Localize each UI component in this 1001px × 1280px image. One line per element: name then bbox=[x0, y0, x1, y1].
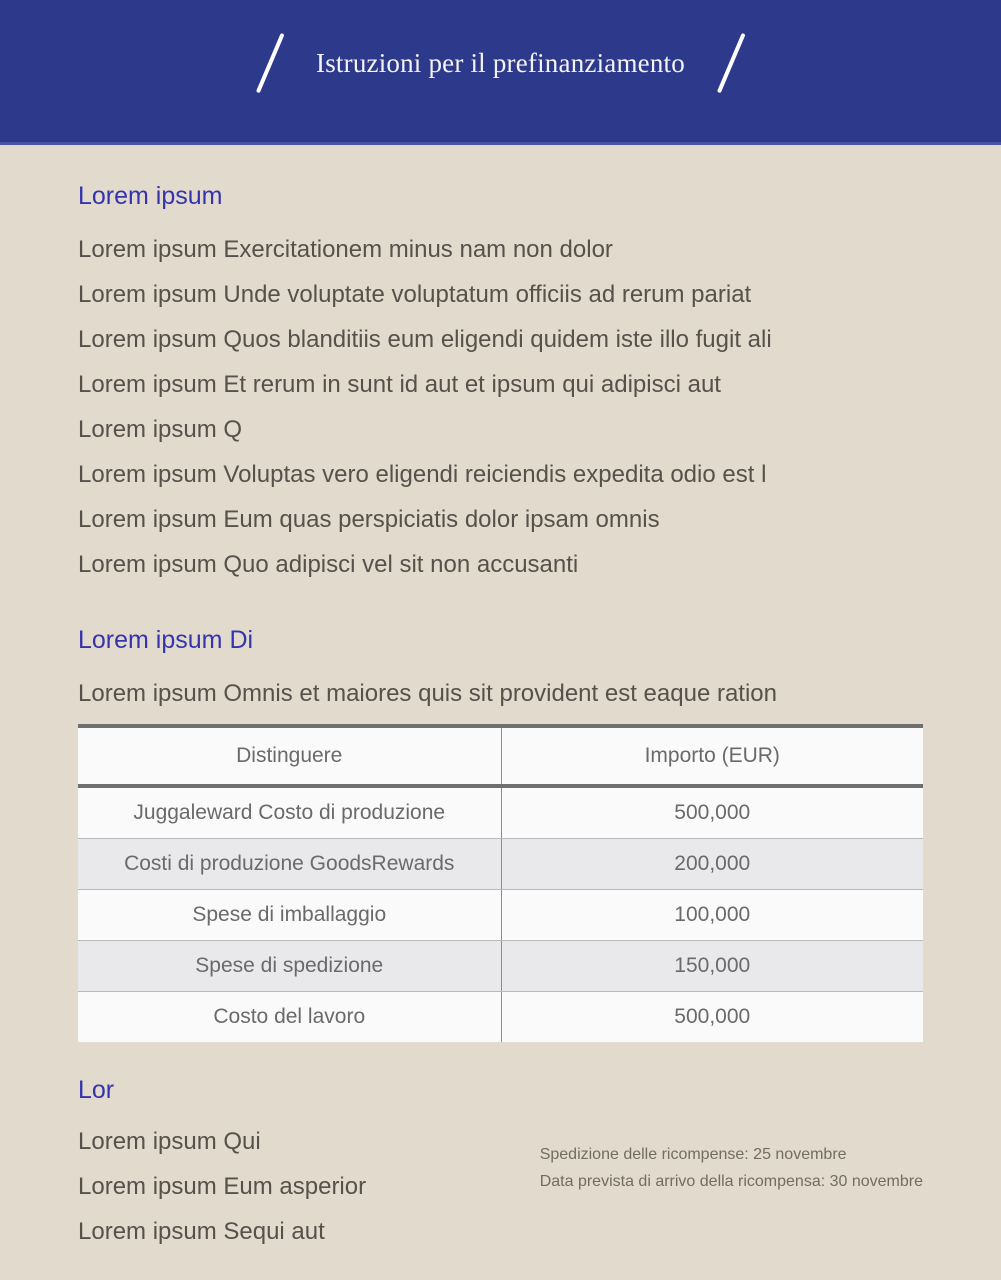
section-second-heading: Lorem ipsum Di bbox=[78, 626, 254, 654]
section-second bbox=[78, 625, 923, 716]
section-third-line-3: Lorem ipsum Sequi aut bbox=[78, 1218, 325, 1245]
table-row bbox=[78, 941, 923, 992]
table-cell-amount: 200,000 bbox=[501, 839, 923, 890]
section-first-line-2: Lorem ipsum Unde voluptate voluptatum officiis ad rerum pariat bbox=[78, 281, 752, 308]
section-third-heading: Lor bbox=[78, 1076, 115, 1104]
page-content bbox=[0, 145, 1001, 1254]
cost-table bbox=[78, 728, 923, 1043]
table-cell-label: Spese di imballaggio bbox=[78, 890, 501, 941]
table-header-row bbox=[78, 728, 923, 786]
page-title: Istruzioni per il prefinanziamento bbox=[316, 47, 685, 78]
table-cell-label: Spese di spedizione bbox=[78, 941, 501, 992]
section-first-line-4: Lorem ipsum Et rerum in sunt id aut et ipsum qui adipisci aut bbox=[78, 371, 721, 398]
table-cell-amount: 500,000 bbox=[501, 992, 923, 1043]
section-first bbox=[78, 181, 923, 587]
table-row bbox=[78, 890, 923, 941]
table-column-header-category: Distinguere bbox=[78, 728, 501, 786]
header-title-group bbox=[250, 31, 751, 95]
section-first-line-1: Lorem ipsum Exercitationem minus nam non dolor bbox=[78, 236, 613, 263]
shipping-notes bbox=[540, 1141, 923, 1195]
cost-table-wrapper bbox=[78, 724, 923, 1043]
section-first-line-8: Lorem ipsum Quo adipisci vel sit non accusanti bbox=[78, 551, 579, 578]
section-first-line-7: Lorem ipsum Eum quas perspiciatis dolor ipsam omnis bbox=[78, 506, 660, 533]
note-shipping-date: Spedizione delle ricompense: 25 novembre bbox=[539, 1146, 847, 1163]
section-first-line-5: Lorem ipsum Q bbox=[78, 416, 243, 443]
table-cell-label: Costo del lavoro bbox=[78, 992, 501, 1043]
slash-decoration-left-icon bbox=[250, 31, 290, 95]
table-row bbox=[78, 839, 923, 890]
table-column-header-amount: Importo (EUR) bbox=[501, 728, 923, 786]
table-cell-label: Juggaleward Costo di produzione bbox=[78, 786, 501, 839]
section-first-line-3: Lorem ipsum Quos blanditiis eum eligendi quidem iste illo fugit ali bbox=[78, 326, 772, 353]
section-third-line-2: Lorem ipsum Eum asperior bbox=[78, 1173, 367, 1200]
section-first-heading: Lorem ipsum bbox=[78, 182, 223, 210]
table-row bbox=[78, 786, 923, 839]
section-third bbox=[78, 1075, 366, 1254]
section-spacer bbox=[78, 587, 923, 625]
section-first-line-6: Lorem ipsum Voluptas vero eligendi reiciendis expedita odio est l bbox=[78, 461, 767, 488]
page-header bbox=[0, 0, 1001, 145]
table-cell-label: Costi di produzione GoodsRewards bbox=[78, 839, 501, 890]
note-arrival-date: Data prevista di arrivo della ricompensa: 30 novembre bbox=[539, 1173, 923, 1190]
section-second-line-1: Lorem ipsum Omnis et maiores quis sit provident est eaque ration bbox=[78, 680, 777, 707]
page-footer bbox=[78, 1075, 923, 1254]
table-cell-amount: 150,000 bbox=[501, 941, 923, 992]
table-cell-amount: 100,000 bbox=[501, 890, 923, 941]
table-cell-amount: 500,000 bbox=[501, 786, 923, 839]
section-third-line-1: Lorem ipsum Qui bbox=[78, 1128, 261, 1155]
slash-decoration-right-icon bbox=[711, 31, 751, 95]
table-row bbox=[78, 992, 923, 1043]
